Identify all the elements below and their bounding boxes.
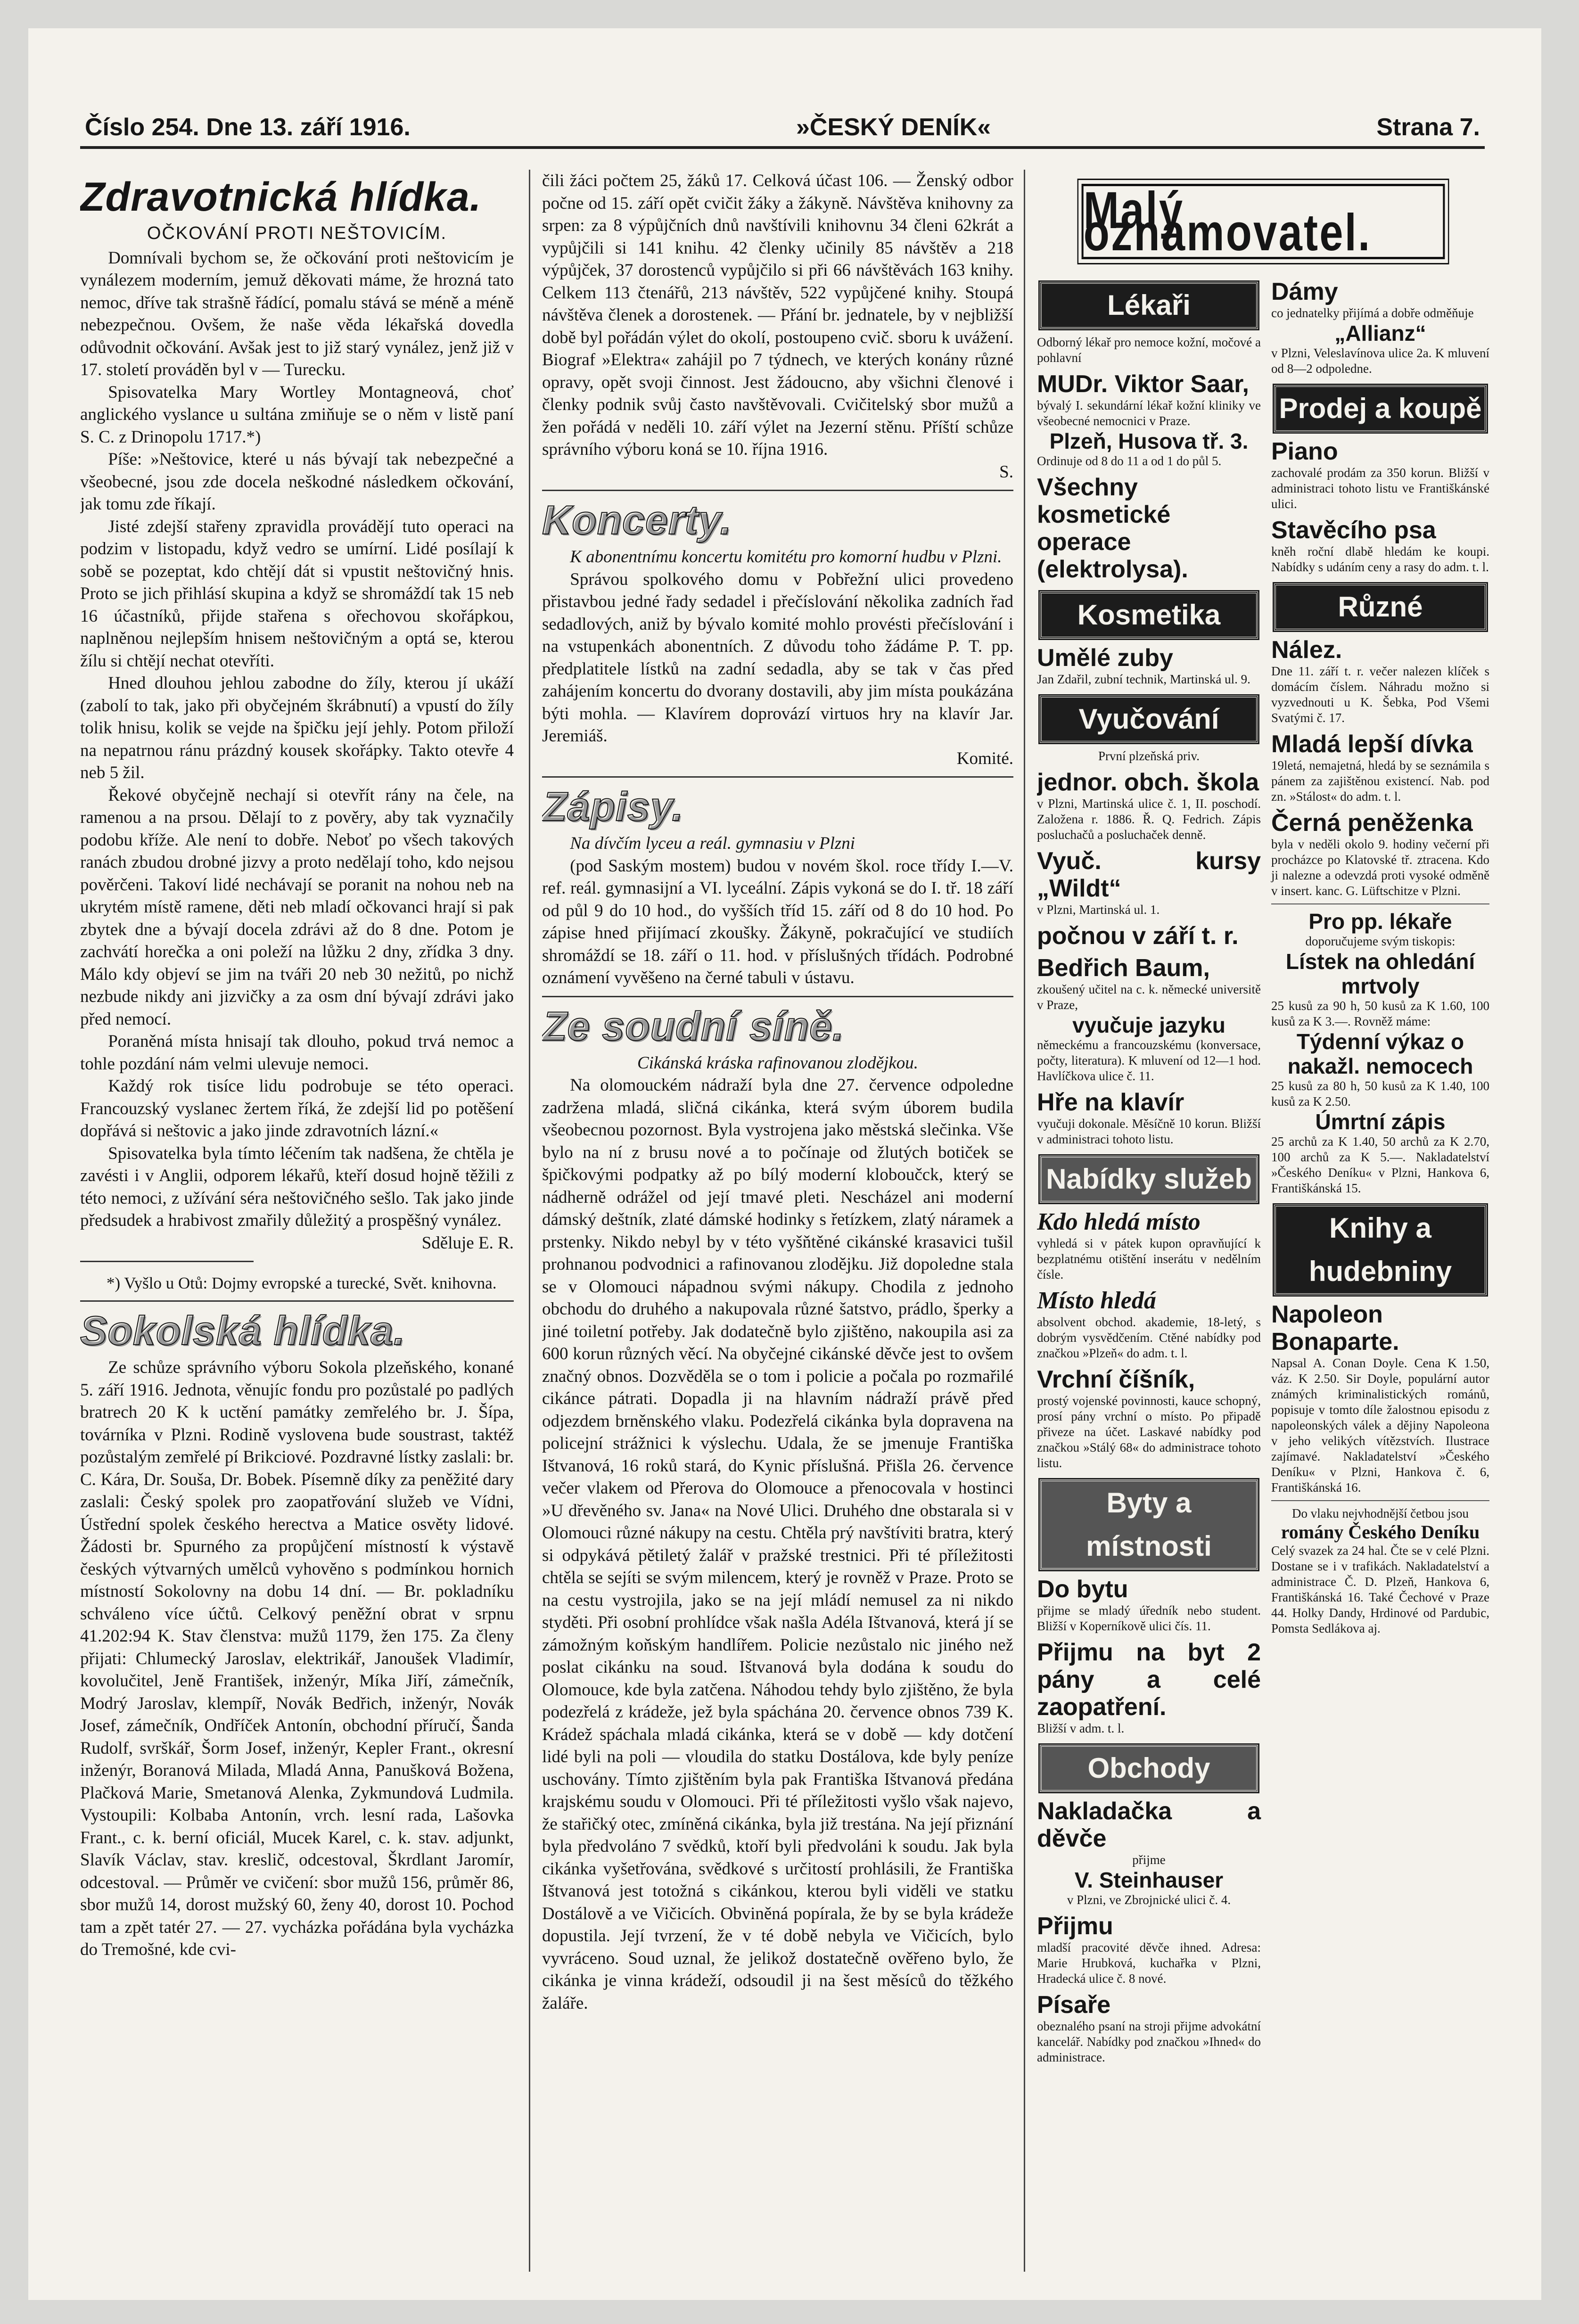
ad-heading: vyučuje jazyku bbox=[1072, 1013, 1225, 1037]
ad-separator bbox=[1271, 1500, 1489, 1501]
ad-heading: Týdenní výkaz o nakažl. nemocech bbox=[1287, 1029, 1473, 1078]
ad-text: vyučuji dokonale. Měsíčně 10 korun. Bližší v administraci tohoto listu. bbox=[1037, 1117, 1261, 1146]
section-heading-sokolska: Sokolská hlídka. bbox=[80, 1308, 405, 1354]
ad-heading: Do bytu bbox=[1037, 1576, 1128, 1603]
ad-heading: Kdo hledá místo bbox=[1037, 1208, 1201, 1235]
article-paragraph: Píše: »Neštovice, které u nás bývají tak nebezpečné a všeobecné, jsou zde docela neškodné následkem očkování, jak tomu zde říkají. bbox=[80, 450, 514, 514]
article-subtitle: Cikánská kráska rafinovanou zlodějkou. bbox=[637, 1053, 919, 1073]
ad-text: co jednatelky přijímá a dobře odměňuje bbox=[1271, 306, 1474, 320]
page-number: Strana 7. bbox=[1376, 114, 1480, 141]
masthead bbox=[85, 99, 1480, 141]
ad-heading: Piano bbox=[1271, 438, 1338, 465]
ad-text: doporučujeme svým tiskopis: bbox=[1305, 934, 1456, 948]
section-heading-zapisy: Zápisy. bbox=[542, 784, 684, 829]
ad-heading: Pro pp. lékaře bbox=[1308, 909, 1452, 934]
ad-text: v Plzni, ve Zbrojnické ulici č. 4. bbox=[1067, 1893, 1231, 1907]
article-paragraph: Hned dlouhou jehlou zabodne do žíly, kterou jí ukáží (zabolí to tak, jako při obyčejném škrábnutí) a vpustí do žíly tolik hnisu, kolik se vejde na špičku její jehly. Potom přiloží na nepatrnou ránu prázdný kousek skořápky. Takto otevře 4 neb 5 žil. bbox=[80, 673, 514, 782]
ad-text: Jan Zdařil, zubní technik, Martinská ul. 9. bbox=[1037, 672, 1250, 686]
article-paragraph: Řekové obyčejně nechají si otevřít rány na čele, na ramenou a na prsou. Dělají to z pověry, aby tak vyznačily podobu kříže. Ale není to dobře. Neboť po všech takových ranách zbudou drobné jizvy a proto nedělají toho, kdo nejsou pověrčeni. Takoví lidé nechávají se poranit na nohou neb na ukrytém místě ramene, děti neb mladí očkovanci hrají si pak zbytek dne a bývají docela zdrávi až do 8 dne. Potom je zachvátí horečka a oni poleží na lůžku 2 dny, zřídka 3 dny. Málo kdy objeví se jim na tváři 20 neb 30 nežitů, po nichž nezbude nikdy ani jizvičky a za osm dní bývají zdrávi jako před nemocí. bbox=[80, 785, 514, 1029]
category-kosmetika: Kosmetika bbox=[1040, 591, 1258, 639]
section-heading-koncerty: Koncerty. bbox=[542, 498, 732, 543]
article-paragraph: Na olomouckém nádraží byla dne 27. července odpoledne zadržena mladá, sličná cikánka, která svým úborem budila všeobecnou pozornost. Byla vystrojena jako městská slečinka. Vše bylo na ní z brusu nové a to počínaje od žlutých botiček se špičkovými podpatky až po bílý moderní kloboučck, který se nádherně odrážel od její tmavé pleti. Nescházel ani moderní dámský deštník, zlaté dámské hodinky s řetízkem, zlatý náramek a prstenky. Nikdo nebyl by v této vyšňtěné cikánské krasavici tušil prohnanou podvodnici a rafinovanou zlodějku. Již dopoledne stala se v Olomouci nápadnou svými nákupy. Chodila z jednoho obchodu do druhého a nakupovala různé šatstvo, prádlo, šperky a jiné toiletní potřeby. Jak dodatečně bylo zjištěno, nakoupila asi za 600 korun různých věcí. Na obyčejné cikánské děvče jest to ovšem značný obnos. Dozvěděla se o tom i policie a počala po rozmařilé cikánce pátrati. Dopadla ji na hlavním nádraží právě před odjezdem brněnského vlaku. Podezřelá cikánka byla dopravena na policejní strážnici k výslechu. Udala, že se jmenuje Františka Ištvanová, 16 roků stará, do Kynic příslušná. Přišla 26. července večer vlakem od Přerova do Olomouce a přenocovala v hostinci »U dřevěného sv. Jana« na Nové Ulici. Druhého dne obstarala si v Olomouci různé nákupy na cestu. Chtěla prý navštíviti bratra, který si odpykává pětiletý žalář v pražské trestnici. Při té příležitosti chtěla se sejíti se svým milencem, který je rovněž v Praze. Proto se na cestu vystrojila, jako se na její mládí nemusel za ni nikdo styděti. Při osobní prohlídce však našla Adéla Ištvanová, která jí se zámožným koňským handlířem. Policie nezůstalo nic jiného než poslat cikánku na soud. Ištvanová byla dodána k soudu do Olomouce, kde byla zatčena. Náhodou tehdy bylo zjištěno, že byla podezřelá z krádeže, jež byla spáchána 20. července obnos 739 K. Krádež spáchala mladá cikánka, která se v době — kdy dotčení lidé byli na poli — vloudila do statku Dostálova, kde byly peníze uschovány. Tímto zjištěním byla pak Františka Ištvanová předána krajskému soudu v Olomouci. Při té příležitosti vyšlo však najevo, že stařičký otec, zmíněná cikánka, byla již trestána. Na její přiznání byla předvoláno 7 svědků, ktoří byli předvoláni k soudu. Jak byla cikánka vyšetřována, svědkové s určitostí prohlásili, že Františka Ištvanová jest totožná s cikánkou, kterou byli viděli ve statku Dostálově a ve Vičicích. Obviněná popírala, že by se byla krádeže dopustila. Její tvrzení, že v té době nebyla ve Vičicích, bylo vyvráceno. Soud uznal, že jelikož dostatečně ověřeno bylo, že cikánka je vinna krádeží, odsoudil ji na šest měsíců do těžkého žaláře. bbox=[542, 1076, 1013, 2013]
ad-heading: Vyuč. kursy „Wildt“ bbox=[1037, 847, 1261, 902]
ad-heading: Nález. bbox=[1271, 636, 1342, 664]
ad-text: 19letá, nemajetná, hledá by se seznámila s pánem za zajištěnou existencí. Nab. pod zn. »Stálost« do adm. t. l. bbox=[1271, 758, 1489, 804]
section-heading-zdravotnicka: Zdravotnická hlídka. bbox=[80, 174, 482, 220]
ad-heading: „Allianz“ bbox=[1334, 321, 1426, 345]
ad-heading: Nakladačka a děvče bbox=[1037, 1798, 1261, 1852]
ad-text: v Plzni, Veleslavínova ulice 2a. K mluvení od 8—2 odpoledne. bbox=[1271, 346, 1489, 376]
ad-address: Plzeň, Husova tř. 3. bbox=[1049, 429, 1249, 453]
newspaper-title: »ČESKÝ DENÍK« bbox=[796, 114, 991, 141]
article-paragraph: Jisté zdejší stařeny zpravidla provádějí tuto operaci na podzim v listopadu, když vedro se umírní. Lidé posílají k sobě se pozeptat, kdo chtějí dát si vpustit neštovičný hnis. Proto se jich přihlásí skupina a když se shromáždí tak 15 neb 16 účastníků, přijde stařena s ořechovou skořápkou, naplněnou nejlepším hnisem neštovičným a optá se, kterou žílu si chtějí nechat otevříti. bbox=[80, 517, 514, 671]
ad-heading: počnou v září t. r. bbox=[1037, 922, 1239, 950]
category-nabidky: Nabídky služeb bbox=[1040, 1156, 1258, 1203]
ad-text: 25 kusů za 80 h, 50 kusů za K 1.40, 100 kusů za K 2.50. bbox=[1271, 1079, 1489, 1109]
column-2 bbox=[542, 170, 1013, 2281]
article-paragraph: Správou spolkového domu v Pobřežní ulici provedeno přistavbou jedné řady sedadel i přečíslování několika zadních řad sedadlových, aniž by bývalo komité mohlo provésti přečíslování i na vstupenkách abonentních. Z důvodu toho žádáme P. T. pp. předplatitele lístků na zadní sedadla, aby se tak v čas před zahájením koncertu do dvorany dostavili, aby jim místa poukázána býti mohla. — Klavírem doprovází virtuos hry na klavír Jar. Jeremiáš. bbox=[542, 569, 1013, 746]
category-prodej: Prodej a koupě bbox=[1274, 385, 1487, 432]
ad-heading: jednor. obch. škola bbox=[1037, 769, 1259, 796]
ad-text: zkoušený učitel na c. k. německé universitě v Praze, bbox=[1037, 982, 1261, 1012]
ad-text: v Plzni, Martinská ul. 1. bbox=[1037, 903, 1160, 917]
ad-heading: Vrchní číšník, bbox=[1037, 1366, 1195, 1393]
ad-heading: Písaře bbox=[1037, 1991, 1111, 2019]
classifieds-left bbox=[1037, 273, 1261, 2065]
article-paragraph: Spisovatelka Mary Wortley Montagneová, choť anglického vyslance u sultána zmiňuje se o něm v listě paní S. C. z Drinopolu 1717.*) bbox=[80, 382, 514, 447]
category-byty: Byty a místnosti bbox=[1040, 1479, 1258, 1570]
ad-text: Do vlaku nejvhodnější četbou jsou bbox=[1292, 1506, 1469, 1520]
classifieds-column bbox=[1037, 170, 1489, 2281]
ad-text: prostý vojenské povinnosti, kauce schopný, prosí pány vrchní o místo. Po připadě přiveze na účet. Laskavé nabídky pod značkou »Stálý 68« do administrace tohoto listu. bbox=[1037, 1394, 1261, 1470]
ad-text: bývalý I. sekundární lékař kožní kliniky ve všeobecné nemocnici v Praze. bbox=[1037, 398, 1261, 428]
column-1 bbox=[80, 170, 514, 2281]
ad-heading: Lístek na ohledání mrtvoly bbox=[1285, 949, 1475, 998]
ad-text: Bližší v adm. t. l. bbox=[1037, 1721, 1125, 1735]
article-paragraph: Poraněná místa hnisají tak dlouho, pokud trvá nemoc a tohle pozdání nám velmi ulevuje nemoci. bbox=[80, 1032, 514, 1074]
section-rule bbox=[542, 490, 1013, 491]
article-signature: Komité. bbox=[956, 748, 1013, 768]
article-paragraph: Domnívali bychom se, že očkování proti neštovicím je vynálezem moderním, jemuž děkovati máme, že hrozná tato nemoc, dříve tak strašně řádící, pomalu stává se méně a méně nebezpečnou. Ovšem, že naše věda lékařská dovedla odůvodnit očkování. Avšak jest to již starý vynález, jenž již v 17. století prováděn byl v — Turecku. bbox=[80, 248, 514, 379]
ad-heading: Bedřich Baum, bbox=[1037, 954, 1210, 982]
article-lead: K abonentnímu koncertu komitétu pro komorní hudbu v Plzni. bbox=[570, 547, 1002, 567]
category-vyucovani: Vyučování bbox=[1040, 696, 1258, 743]
ad-heading: Úmrtní zápis bbox=[1315, 1109, 1446, 1134]
article-signature: Sdělujе E. R. bbox=[421, 1233, 514, 1253]
ad-text: Ordinuje od 8 do 11 a od 1 do půl 5. bbox=[1037, 454, 1222, 468]
classifieds-title: Malý oznamovatel. bbox=[1082, 184, 1445, 259]
ad-heading: Místo hledá bbox=[1037, 1287, 1156, 1314]
article-paragraph: (pod Saským mostem) budou v novém škol. roce třídy I.—V. ref. reál. gymnasijní a VI. lyceální. Zápis vykoná se do I. tř. 18 září od půl 9 do 10 hod., do vyšších tříd 15. září od 8 do 10 hod. Po zápise hned přijímací zkoušky. Žákyně, pokračující ve studiích shromáždí se 18. září o 11. hod. v příslušných třídách. Podrobné oznámení vyvěšeno na černé tabuli v ústavu. bbox=[542, 856, 1013, 987]
ad-heading: romány Českého Deníku bbox=[1281, 1521, 1480, 1543]
ad-text: zachovalé prodám za 350 korun. Bližší v administraci tohoto listu ve Františkánské ulici. bbox=[1271, 466, 1489, 511]
ad-heading: Umělé zuby bbox=[1037, 644, 1173, 672]
article-paragraph: Spisovatelka byla tímto léčením tak nadšena, že chtěla je zavésti i v Anglii, odporem lékařů, kteří dosud hojně těžili z této nemoci, z užívání séra neštovičného sešlo. Tak jako jinde předsudek a hrabivost zmařily důležitý a prospěšný vynález. bbox=[80, 1143, 514, 1230]
ad-text: přijme se mladý úředník nebo student. Bližší v Koperníkově ulici čís. 11. bbox=[1037, 1603, 1261, 1633]
ad-text: První plzeňská priv. bbox=[1098, 749, 1200, 763]
article-paragraph: Každý rok tisíce lidu podrobuje se této operaci. Francouzský vyslanec žertem říká, že zdejší lid po potěšení dopřává si neštovic a jako jinde zdravotních lázní.« bbox=[80, 1076, 514, 1141]
ad-text: Celý svazek za 24 hal. Čte se v celé Plzni. Dostane se i v trafikách. Nakladatelství a administrace Č. D. Plzeň, Hankova 6, Františkánská 16. Také Čechové v Praze 44. Holky Dandy, Hrdinové od Pardubic, Pomsta Sedlákova aj. bbox=[1271, 1544, 1489, 1635]
ad-heading: Stavěcího psa bbox=[1271, 517, 1436, 544]
category-ruzne: Různé bbox=[1274, 583, 1487, 631]
ad-separator bbox=[1271, 903, 1489, 904]
ad-heading: Mladá lepší dívka bbox=[1271, 731, 1473, 758]
ad-heading: Černá peněženka bbox=[1271, 809, 1473, 837]
ad-text: absolvent obchod. akademie, 18-letý, s dobrým vysvědčením. Ctěné nabídky pod značkou »Plzeň« do adm. t. l. bbox=[1037, 1315, 1261, 1360]
ad-heading: Napoleon Bonaparte. bbox=[1271, 1301, 1399, 1355]
ad-text: obeznalého psaní na stroji přijme advokátní kancelář. Nabídky pod značkou »Ihned« do administrace. bbox=[1037, 2019, 1261, 2064]
ad-heading: Přijmu na byt 2 pány a celé zaopatření. bbox=[1037, 1639, 1261, 1721]
ad-heading: MUDr. Viktor Saar, bbox=[1037, 370, 1249, 398]
ad-text: kněh roční dlabě hledám ke koupi. Nabídky s udáním ceny a rasy do adm. t. l. bbox=[1271, 544, 1489, 574]
ad-heading: Dámy bbox=[1271, 278, 1338, 305]
column-divider bbox=[1024, 170, 1025, 2272]
article-continuation: čili žáci počtem 25, žáků 17. Celková účast 106. — Ženský odbor počne od 15. září opět cvičit žáky a žákyně. Návštěva knihovny za srpen: za 8 výpůjčních dnů navštívili knihovnu 34 členi 62krát a vypůjčili si 141 knihu. 42 členky učinily 85 návštěv a 218 výpůjček, 37 dorostenců vypůjčilo si při 66 návštěvách 163 knihy. Celkem 113 čtenářů, 213 návštěv, 522 vypůjčené knihy. Stoupá návštěva členek a dorostenek. — Přání br. jednatele, by v nejbližší době byl pořádán výlet do okolí, postoupeno cvič. sboru k uvážení. Biograf »Elektra« zahájil po 7 týdnech, ve kterých konány různé opravy, opět svoji činnost. Jest žádoucno, aby všichni členové i členky podnik svůj často navštěvovali. Cvičitelský sbor mužů a žen pořádá v neděli 10. září výlet na Jezerní stěnu. Příští schůze správního výboru koná se 10. října 1916. bbox=[542, 171, 1013, 459]
ad-text: mladší pracovité děvče ihned. Adresa: Marie Hrubková, kuchařka v Plzni, Hradecká ulice č. 8 nové. bbox=[1037, 1940, 1261, 1986]
category-knihy: Knihy a hudebniny bbox=[1274, 1205, 1487, 1295]
classifieds-right bbox=[1271, 273, 1489, 2065]
article-subtitle: OČKOVÁNÍ PROTI NEŠTOVICÍM. bbox=[147, 223, 447, 243]
ad-text: v Plzni, Martinská ulice č. 1, II. poschodí. Založena r. 1886. Ř. Q. Fedrich. Zápis posluchačů a posluchaček denně. bbox=[1037, 797, 1261, 842]
article-signature: S. bbox=[999, 462, 1013, 482]
column-divider bbox=[529, 170, 530, 2272]
section-rule bbox=[542, 776, 1013, 778]
newspaper-page bbox=[28, 28, 1541, 2300]
section-rule bbox=[542, 996, 1013, 997]
ad-text: přijme bbox=[1132, 1853, 1166, 1867]
masthead-rule bbox=[80, 146, 1485, 149]
ad-text: 25 archů za K 1.40, 50 archů za K 2.70, 100 archů za K 5.—. Nakladatelství »Českého Deníku« v Plzni, Hankova 6, Františkánská 15. bbox=[1271, 1134, 1489, 1195]
ad-heading: Hře na klavír bbox=[1037, 1089, 1184, 1116]
ad-heading: Přijmu bbox=[1037, 1913, 1113, 1940]
ad-text: německému a francouzskému (konversace, počty, literatura). K mluvení od 12—1 hod. Havlíčkova ulice č. 11. bbox=[1037, 1038, 1261, 1083]
section-heading-soud: Ze soudní síně. bbox=[542, 1003, 844, 1049]
article-lead: Na dívčím lyceu a reál. gymnasiu v Plzni bbox=[570, 834, 855, 853]
footnote-rule bbox=[80, 1261, 254, 1262]
ad-text: 25 kusů za 90 h, 50 kusů za K 1.60, 100 kusů za K 3.—. Rovněž máme: bbox=[1271, 999, 1489, 1028]
section-rule bbox=[80, 1300, 514, 1302]
ad-heading: Všechny kosmetické operace (elektrolysa). bbox=[1037, 474, 1188, 583]
category-lekari: Lékaři bbox=[1040, 282, 1258, 329]
ad-text: Odborný lékař pro nemoce kožní, močové a pohlavní bbox=[1037, 335, 1261, 365]
ad-text: vyhledá si v pátek kupon opravňující k bezplatnému otištění inserátu v nedělním čísle. bbox=[1037, 1236, 1261, 1281]
article-paragraph: Ze schůze správního výboru Sokola plzeňského, konané 5. září 1916. Jednota, věnujíc fondu pro pozůstalé po padlých bratrech 20 K k uctění památky zemřelého br. J. Šípa, továrníka v Plzni. Rodině vyslovena bude soustrast, taktéž pozůstalým zemřelé pí Brikciové. Pozdravné lístky zaslali: br. C. Kára, Dr. Souša, Dr. Bobek. Písemně díky za peněžité dary zaslali: Český spolek pro zaopatřování služeb ve Vídni, Ústřední spolek českého herectva a Matice osvěty lidové. Žádosti br. Spurného za propůjčení místností k výstavě českých výtvarných umělců vyhověno s podmínkou hornich místností Sokolovny na dobu 14 dní. — Br. pokladníku schváleno více účtů. Celkový peněžní obrat v srpnu 41.202:94 K. Stav členstva: mužů 1179, žen 175. Za členy přijati: Chlumecký Jaroslav, elektrikář, Janoušek Vladimír, kovolučitel, Jeně František, inženýr, Míka Jiří, zámečník, Modrý Jaroslav, klempíř, Novák Bedřich, inženýr, Novák Josef, zámečník, Ondříček Antonín, obchodní příručí, Šanda Rudolf, svrškář, Šorm Josef, inženýr, Kepler Frant., okresní inženýr, Boranová Milada, Mladá Anna, Panušková Božena, Plačková Marie, Smetanová Alenka, Zykmundová Ludmila. Vystoupili: Kolbaba Antonín, vrch. lesní rada, Lašovka Frant., c. k. berní oficiál, Mucek Karel, c. k. stav. adjunkt, Slavík Václav, stav. kreslič, odcestoval, Škrdlant Jaromír, odcestoval. — Průměr ve cvičení: sbor mužů 156, průměr 86, sbor mužů 14, dorost mužský 60, ženy 40, dorost 10. Pochod tam a zpět tatér 27. — 27. vycházka pořádána byla vycházka do Tremošné, kde cvi- bbox=[80, 1358, 514, 1959]
ad-text: byla v neděli okolo 9. hodiny večerní při procházce po Klatovské tř. ztracena. Kdo ji nalezne a odevzdá proti vysoké odměně v insert. kanc. G. Lüftschitze v Plzni. bbox=[1271, 837, 1489, 898]
ad-text: Napsal A. Conan Doyle. Cena K 1.50, váz. K 2.50. Sir Doyle, populární autor známých kriminalistických románů, popisuje v tomto díle žalostnou episodu z napoleonských válek a dějiny Napoleona v jeho velikých vítězstvích. Ilustrace zajímavé. Nakladatelství »Českého Deníku« v Plzni, Hankova č. 6, Františkánská 16. bbox=[1271, 1356, 1489, 1495]
ad-text: Dne 11. září t. r. večer nalezen klíček s domácím číslem. Náhradu možno si vyzvednouti u K. Šebka, Pod Všemi Svatými č. 17. bbox=[1271, 664, 1489, 725]
category-obchody: Obchody bbox=[1040, 1745, 1258, 1792]
footnote: *) Vyšlo u Otů: Dojmy evropské a turecké, Svět. knihovna. bbox=[107, 1274, 497, 1292]
issue-date: Číslo 254. Dne 13. září 1916. bbox=[85, 114, 411, 141]
ad-heading: V. Steinhauser bbox=[1074, 1868, 1224, 1892]
